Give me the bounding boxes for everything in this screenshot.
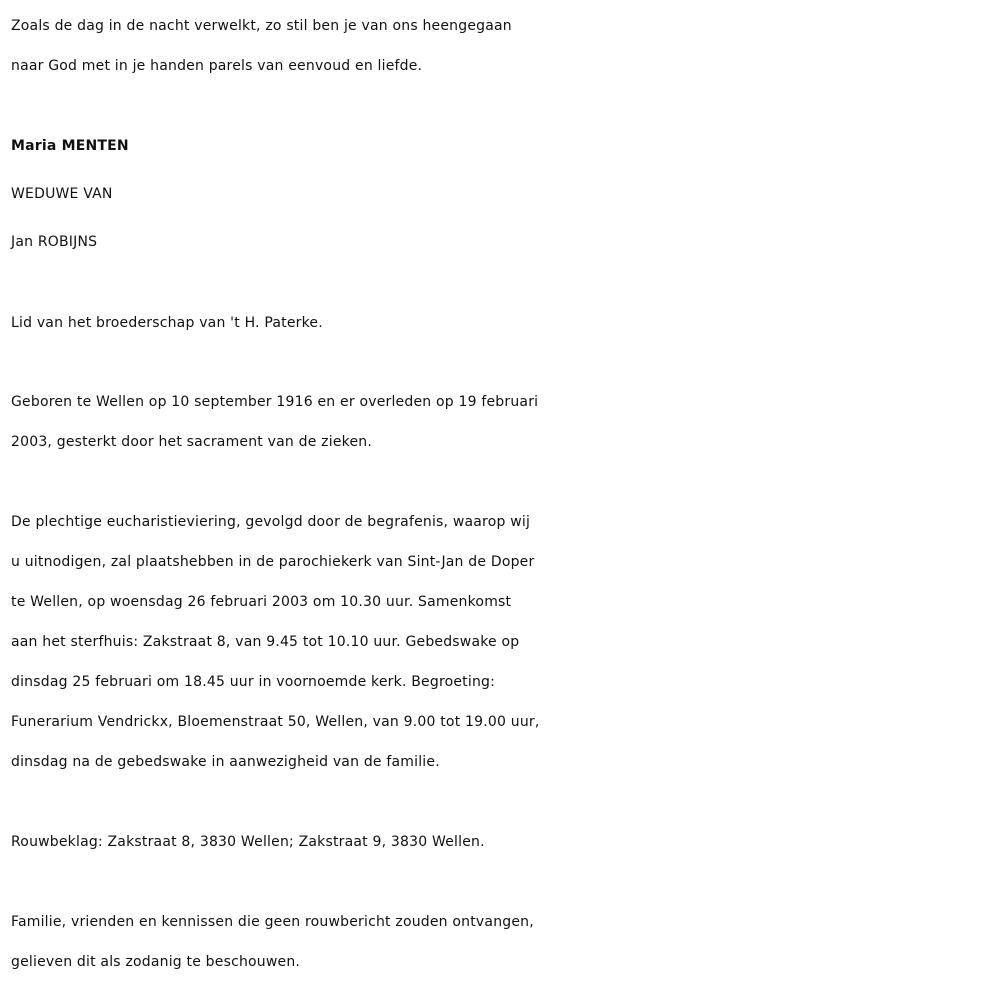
condolence-address-text: Rouwbeklag: Zakstraat 8, 3830 Wellen; Zakstraat 9, 3830 Wellen. [11,834,485,850]
membership-text: Lid van het broederschap van 't H. Paterke. [11,315,323,331]
intro-verse [11,6,991,86]
funeral-mass-line: aan het sterfhuis: Zakstraat 8, van 9.45 tot 10.10 uur. Gebedswake op [11,634,520,650]
funeral-mass-line: te Wellen, op woensdag 26 februari 2003 om 10.30 uur. Samenkomst [11,594,512,610]
funeral-mass-line: dinsdag na de gebedswake in aanwezigheid van de familie. [11,754,440,770]
condolence-address-paragraph [11,822,991,862]
family-note-line: gelieven dit als zodanig te beschouwen. [11,954,301,970]
intro-line: Zoals de dag in de nacht verwelkt, zo stil ben je van ons heengegaan [11,18,512,34]
widow-of-text: WEDUWE VAN [11,186,113,202]
intro-line: naar God met in je handen parels van eenvoud en liefde. [11,58,423,74]
membership-paragraph [11,303,991,343]
family-note-paragraph [11,902,991,982]
birth-death-line: 2003, gesterkt door het sacrament van de zieken. [11,434,372,450]
deceased-name [11,126,991,166]
widow-of-label [11,174,991,214]
birth-death-paragraph [11,382,991,462]
husband-name [11,222,991,262]
deceased-name-text: Maria MENTEN [11,138,129,154]
funeral-mass-line: Funerarium Vendrickx, Bloemenstraat 50, Wellen, van 9.00 tot 19.00 uur, [11,714,540,730]
funeral-mass-line: dinsdag 25 februari om 18.45 uur in voornoemde kerk. Begroeting: [11,674,496,690]
funeral-mass-line: u uitnodigen, zal plaatshebben in de parochiekerk van Sint-Jan de Doper [11,554,535,570]
family-note-line: Familie, vrienden en kennissen die geen rouwbericht zouden ontvangen, [11,914,534,930]
birth-death-line: Geboren te Wellen op 10 september 1916 en er overleden op 19 februari [11,394,539,410]
funeral-mass-line: De plechtige eucharistieviering, gevolgd door de begrafenis, waarop wij [11,514,531,530]
funeral-mass-paragraph [11,502,991,782]
husband-name-text: Jan ROBIJNS [11,234,98,250]
